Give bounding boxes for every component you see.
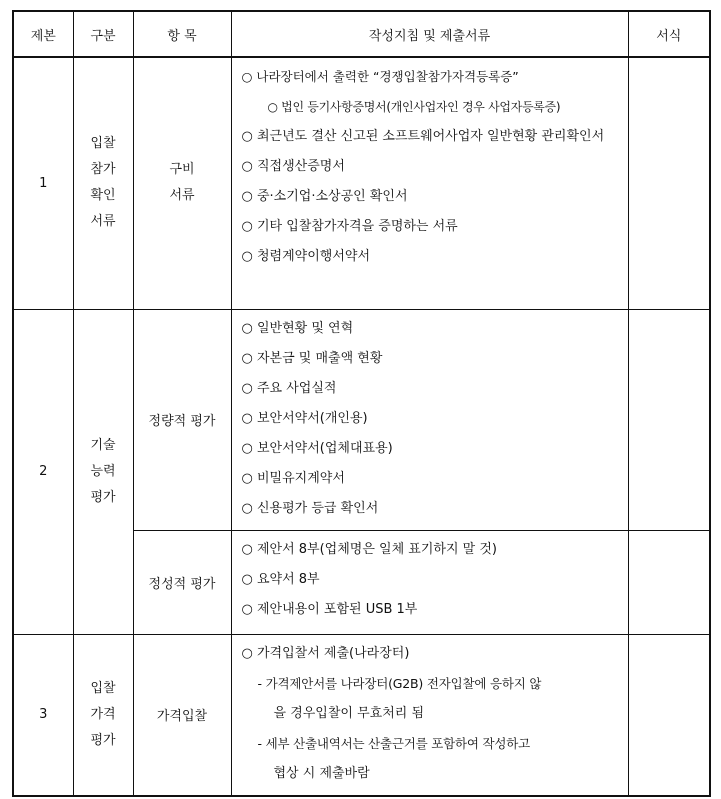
row-2-number: 2: [13, 309, 73, 634]
row-1: [13, 57, 710, 309]
row-3-category-line: 평가: [90, 732, 116, 748]
row-3-category-line: 입찰: [90, 680, 116, 696]
doc-item: ○ 요약서 8부: [241, 571, 320, 587]
doc-item: ○ 비밀유지계약서: [241, 470, 345, 486]
header-form: 서식: [628, 11, 710, 57]
row-3-number: 3: [13, 634, 73, 796]
doc-dash-item: - 가격제안서를 나라장터(G2B) 전자입찰에 응하지 않: [257, 675, 542, 691]
doc-item: ○ 보안서약서(업체대표용): [241, 440, 393, 456]
row-3-category: [73, 634, 133, 796]
doc-item: ○ 제안서 8부(업체명은 일체 표기하지 말 것): [241, 541, 497, 557]
row-1-category-line: 참가: [90, 162, 116, 178]
doc-item: ○ 중·소기업·소상공인 확인서: [241, 189, 408, 204]
doc-item: ○ 최근년도 결산 신고된 소프트웨어사업자 일반현황 관리확인서: [241, 129, 605, 144]
header-guidelines: 작성지침 및 제출서류: [231, 11, 628, 57]
doc-item: ○ 가격입찰서 제출(나라장터): [241, 645, 410, 661]
submission-documents-table: [12, 10, 711, 797]
row-2-qualitative-documents: [231, 530, 628, 634]
header-category: 구분: [73, 11, 133, 57]
row-2-category: [73, 309, 133, 634]
doc-item: ○ 보안서약서(개인용): [241, 410, 368, 426]
row-3-form: [628, 634, 710, 796]
row-2-category-line: 평가: [90, 489, 116, 505]
row-2-category-line: 기술: [90, 437, 116, 453]
row-2-qualitative-item: 정성적 평가: [133, 530, 231, 634]
header-binding-no: 제본: [13, 11, 73, 57]
row-2-category-line: 능력: [90, 463, 116, 479]
doc-item: ○ 일반현황 및 연혁: [241, 320, 354, 336]
row-1-category-line: 입찰: [90, 136, 116, 152]
row-2-quantitative: [13, 309, 710, 530]
row-1-form: [628, 57, 710, 309]
row-1-category-line: 서류: [90, 214, 116, 230]
row-1-category-line: 확인: [90, 188, 116, 204]
doc-item: ○ 제안내용이 포함된 USB 1부: [241, 601, 418, 617]
row-1-item-line: 서류: [169, 188, 195, 204]
doc-item: ○ 신용평가 등급 확인서: [241, 500, 379, 516]
doc-dash-continuation: 협상 시 제출바람: [273, 765, 370, 781]
row-2-quantitative-item: 정량적 평가: [133, 309, 231, 530]
row-1-number: 1: [13, 57, 73, 309]
doc-item: ○ 직접생산증명서: [241, 159, 345, 174]
row-3-category-line: 가격: [90, 706, 116, 722]
row-3-item: 가격입찰: [133, 634, 231, 796]
doc-item: ○ 기타 입찰참가자격을 증명하는 서류: [241, 219, 458, 234]
row-1-documents: [231, 57, 628, 309]
row-2-qualitative-form: [628, 530, 710, 634]
row-1-category: [73, 57, 133, 309]
row-2-quantitative-form: [628, 309, 710, 530]
doc-dash-item: - 세부 산출내역서는 산출근거를 포함하여 작성하고: [257, 735, 531, 751]
doc-dash-continuation: 을 경우입찰이 무효처리 됨: [273, 705, 425, 721]
row-1-item-line: 구비: [169, 162, 195, 178]
doc-item: ○ 청렴계약이행서약서: [241, 249, 370, 264]
doc-item: ○ 자본금 및 매출액 현황: [241, 350, 383, 366]
header-item: 항 목: [133, 11, 231, 57]
document-table-wrapper: [12, 10, 711, 797]
row-2-quantitative-documents: [231, 309, 628, 530]
doc-item: ○ 나라장터에서 출력한 “경쟁입찰참가자격등록증”: [241, 69, 519, 84]
row-3: [13, 634, 710, 796]
doc-item: ○ 주요 사업실적: [241, 380, 337, 396]
row-1-item: [133, 57, 231, 309]
row-3-documents: [231, 634, 628, 796]
header-row: [13, 11, 710, 57]
doc-item: ○ 법인 등기사항증명서(개인사업자인 경우 사업자등록증): [267, 100, 561, 114]
